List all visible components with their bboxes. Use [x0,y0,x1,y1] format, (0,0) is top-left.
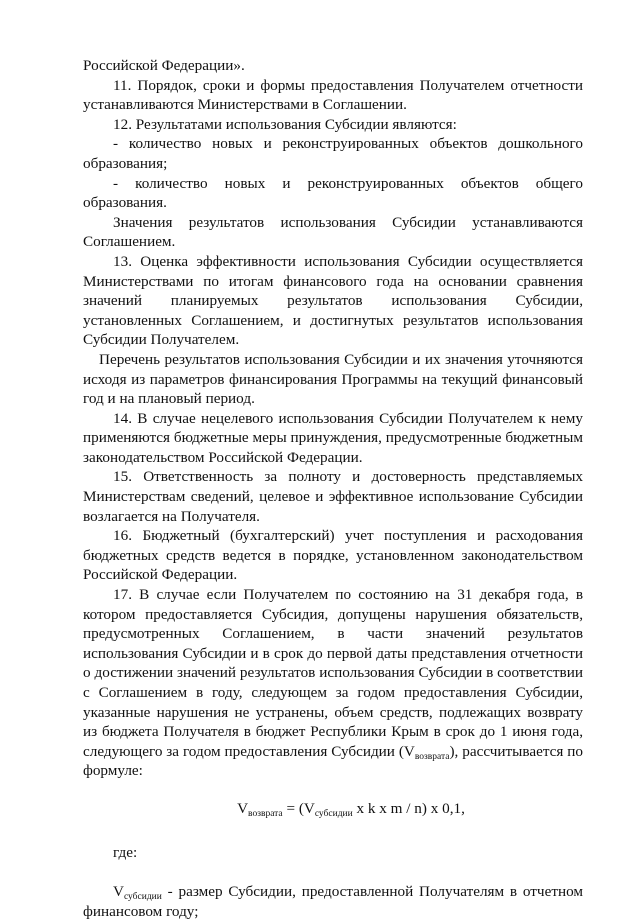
paragraph-results-list: Перечень результатов использования Субсидии и их значения уточняются исходя из параметров финансирования Программы на текущий финансовый год и на плановый период. [83,350,583,408]
paragraph-17-main: 17. В случае если Получателем по состоянию на 31 декабря года, в котором предоставляется Субсидия, допущены нарушения обязательств, предусмотренных Соглашением, в части значений результатов использования Субсидии и в срок до первой даты представления отчетности о достижении значений результатов использования Субсидии в соответствии с Соглашением в году, следующем за годом предоставления Субсидии, указанные нарушения не устранены, объем средств, подлежащих возврату из бюджета Получателя в бюджет Республики Крым в срок до 1 июня года, следующего за годом предоставления Субсидии (V [83,586,583,760]
paragraph-13: 13. Оценка эффективности использования Субсидии осуществляется Министерствами по итогам финансового года на основании сравнения значений планируемых результатов использования Субсидии, установленных Соглашением, и достигнутых результатов использования Субсидии Получателем. [83,252,583,349]
paragraph-15: 15. Ответственность за полноту и достоверность представляемых Министерствам сведений, целевое и эффективное использование Субсидии возлагается на Получателя. [83,468,583,525]
formula-eq: = (V [282,799,315,817]
paragraph-17 [83,585,583,781]
list-item-preschool: - количество новых и реконструированных объектов дошкольного образования; [83,135,583,172]
paragraph-11: 11. Порядок, сроки и формы предоставления Получателем отчетности устанавливаются Министерствами в Соглашении. [83,76,583,114]
document-page [83,56,583,921]
definition-subscript: субсидии [123,892,162,903]
formula-v: V [237,799,249,817]
paragraph-17-subscript: возврата [414,751,450,762]
paragraph-12: 12. Результатами использования Субсидии являются: [113,115,457,133]
paragraph-16: 16. Бюджетный (бухгалтерский) учет поступления и расходования бюджетных средств ведется в порядке, установленном законодательством Российской Федерации. [83,527,583,584]
definition-v: V [113,883,124,901]
paragraph-14: 14. В случае нецелевого использования Субсидии Получателем к нему применяются бюджетные меры принуждения, предусмотренные бюджетным законодательством Российской Федерации. [83,409,583,466]
formula-rest: x k x m / n) x 0,1, [352,799,465,817]
paragraph-values: Значения результатов использования Субсидии устанавливаются Соглашением. [83,213,583,251]
definition-text: - размер Субсидии, предоставленной Получателям в отчетном финансовом году; [83,883,583,920]
formula-subsidy-subscript: субсидии [314,808,353,819]
paragraph-17-tail: ), рассчитывается по формуле: [83,742,584,780]
paragraph-continuation: Российской Федерации». [83,57,245,74]
definition-v-subsidy [83,882,583,921]
where-label: где: [113,843,138,861]
formula-v-subscript: возврата [248,808,283,819]
formula [83,799,583,819]
list-item-general: - количество новых и реконструированных объектов общего образования. [83,174,583,212]
